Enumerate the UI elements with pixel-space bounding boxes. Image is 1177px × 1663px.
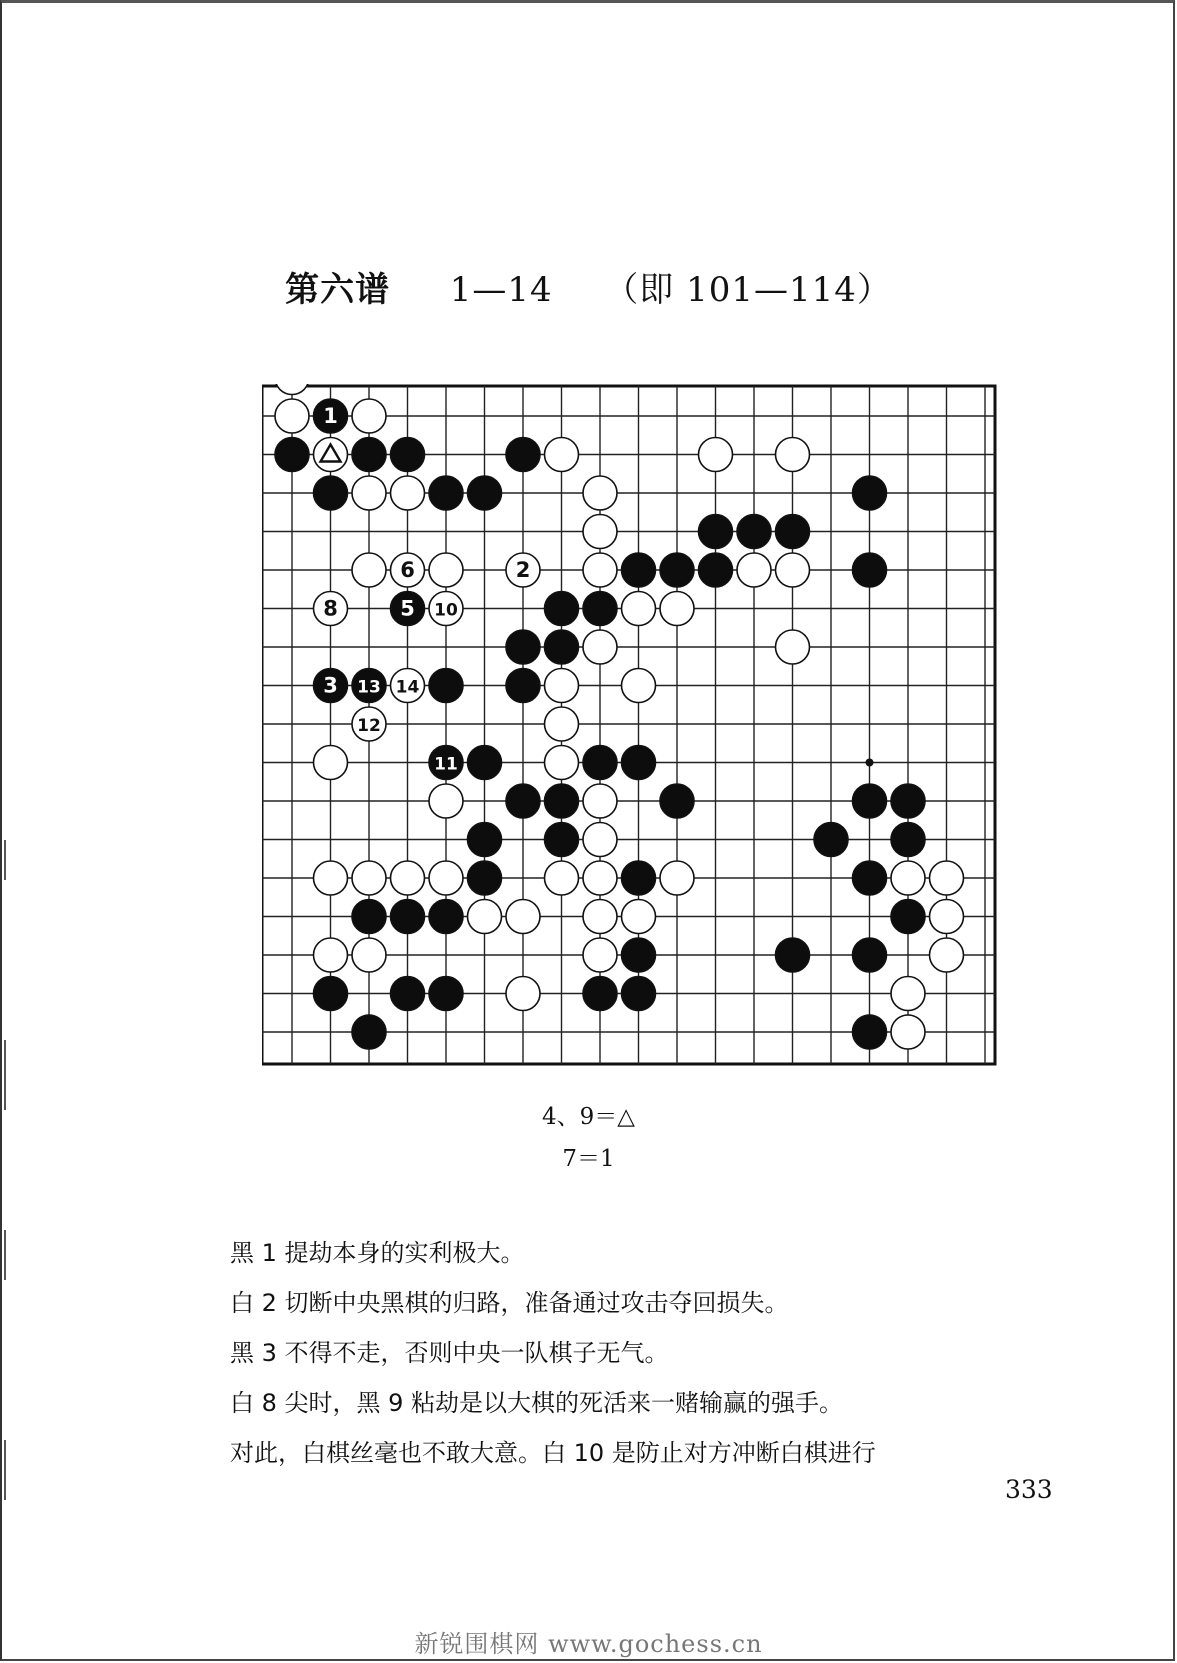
black-stone xyxy=(545,592,579,626)
white-stone xyxy=(314,746,348,780)
move-number: 11 xyxy=(434,754,458,775)
move-number: 2 xyxy=(515,558,531,582)
white-stone xyxy=(352,938,386,972)
black-stone xyxy=(468,823,502,857)
black-stone xyxy=(853,1015,887,1049)
white-stone xyxy=(930,861,964,895)
white-stone xyxy=(545,746,579,780)
white-stone xyxy=(506,977,540,1011)
scan-mark xyxy=(4,840,6,880)
black-stone xyxy=(545,630,579,664)
black-stone xyxy=(352,900,386,934)
white-stone xyxy=(506,900,540,934)
white-stone xyxy=(776,438,810,472)
black-stone xyxy=(506,630,540,664)
move-number: 14 xyxy=(395,677,420,698)
black-stone xyxy=(891,784,925,818)
scan-mark xyxy=(4,1440,6,1500)
white-stone xyxy=(660,592,694,626)
move-number: 3 xyxy=(323,673,338,698)
black-stone xyxy=(660,553,694,587)
white-stone xyxy=(622,592,656,626)
white-stone xyxy=(583,784,617,818)
black-stone xyxy=(391,977,425,1011)
move-number: 12 xyxy=(357,716,381,736)
white-stone xyxy=(622,900,656,934)
black-stone xyxy=(583,746,617,780)
black-stone xyxy=(891,823,925,857)
white-stone xyxy=(583,515,617,549)
star-point xyxy=(866,759,874,767)
black-stone xyxy=(776,938,810,972)
diagram-note-2: 7＝1 xyxy=(562,1146,615,1172)
page-title xyxy=(0,262,1177,311)
white-stone xyxy=(545,861,579,895)
black-stone xyxy=(429,977,463,1011)
scan-mark xyxy=(4,1230,6,1280)
black-stone xyxy=(468,746,502,780)
white-stone xyxy=(275,384,309,395)
title-range: 1—14 xyxy=(449,270,553,310)
black-stone xyxy=(814,823,848,857)
black-stone xyxy=(583,977,617,1011)
white-stone xyxy=(583,823,617,857)
white-stone xyxy=(314,861,348,895)
black-stone xyxy=(352,438,386,472)
title-paren: （即 101—114） xyxy=(604,270,892,310)
black-stone xyxy=(506,669,540,703)
black-stone xyxy=(622,861,656,895)
black-stone xyxy=(622,977,656,1011)
white-stone xyxy=(583,900,617,934)
white-stone xyxy=(352,399,386,433)
black-stone xyxy=(429,476,463,510)
white-stone xyxy=(391,861,425,895)
black-stone xyxy=(506,438,540,472)
white-stone xyxy=(776,630,810,664)
white-stone xyxy=(776,553,810,587)
black-stone xyxy=(853,861,887,895)
white-stone xyxy=(391,476,425,510)
scan-mark xyxy=(4,1040,6,1110)
title-main: 第六谱 xyxy=(285,270,391,310)
black-stone xyxy=(776,515,810,549)
paragraph: 黑 3 不得不走，否则中央一队棋子无气。 xyxy=(230,1339,669,1367)
white-stone xyxy=(545,707,579,741)
commentary-text xyxy=(230,1228,1130,1478)
white-stone xyxy=(429,553,463,587)
black-stone xyxy=(891,900,925,934)
black-stone xyxy=(275,438,309,472)
move-number: 10 xyxy=(434,600,458,621)
move-number: 1 xyxy=(323,404,338,428)
black-stone xyxy=(622,938,656,972)
white-stone xyxy=(660,861,694,895)
white-stone xyxy=(352,861,386,895)
white-stone xyxy=(545,438,579,472)
white-stone xyxy=(583,553,617,587)
paragraph: 白 2 切断中央黑棋的归路，准备通过攻击夺回损失。 xyxy=(230,1289,789,1317)
move-number: 6 xyxy=(400,558,415,582)
black-stone xyxy=(314,476,348,510)
go-board-diagram xyxy=(262,384,1002,1084)
white-stone xyxy=(352,476,386,510)
diagram-note-1: 4、9＝△ xyxy=(542,1104,635,1130)
white-stone xyxy=(891,861,925,895)
white-stone xyxy=(275,399,309,433)
black-stone xyxy=(699,553,733,587)
black-stone xyxy=(853,784,887,818)
black-stone xyxy=(622,746,656,780)
white-stone xyxy=(699,438,733,472)
white-stone xyxy=(930,938,964,972)
black-stone xyxy=(699,515,733,549)
white-stone xyxy=(737,553,771,587)
black-stone xyxy=(660,784,694,818)
move-number: 8 xyxy=(323,596,338,621)
black-stone xyxy=(853,553,887,587)
black-stone xyxy=(545,823,579,857)
white-stone xyxy=(891,1015,925,1049)
black-stone xyxy=(468,861,502,895)
white-stone xyxy=(930,900,964,934)
black-stone xyxy=(622,553,656,587)
black-stone xyxy=(853,476,887,510)
black-stone xyxy=(429,900,463,934)
move-number: 5 xyxy=(400,596,415,621)
black-stone xyxy=(468,476,502,510)
white-stone xyxy=(545,669,579,703)
white-stone xyxy=(429,861,463,895)
black-stone xyxy=(391,900,425,934)
footer-watermark: 新锐围棋网 www.gochess.cn xyxy=(414,1630,763,1658)
black-stone xyxy=(314,977,348,1011)
white-stone xyxy=(583,476,617,510)
black-stone xyxy=(352,1015,386,1049)
black-stone xyxy=(583,592,617,626)
white-stone xyxy=(468,900,502,934)
black-stone xyxy=(853,938,887,972)
black-stone xyxy=(429,669,463,703)
paragraph: 黑 1 提劫本身的实利极大。 xyxy=(230,1239,525,1267)
white-stone xyxy=(352,553,386,587)
paragraph: 对此，白棋丝毫也不敢大意。白 10 是防止对方冲断白棋进行 xyxy=(230,1439,876,1467)
black-stone xyxy=(545,784,579,818)
black-stone xyxy=(737,515,771,549)
white-stone xyxy=(583,630,617,664)
black-stone xyxy=(391,438,425,472)
white-stone xyxy=(583,861,617,895)
move-number: 13 xyxy=(357,677,381,698)
white-stone xyxy=(429,784,463,818)
page-number: 333 xyxy=(1005,1475,1053,1504)
white-stone xyxy=(314,938,348,972)
white-stone xyxy=(622,669,656,703)
black-stone xyxy=(506,784,540,818)
paragraph: 白 8 尖时，黑 9 粘劫是以大棋的死活来一赌输赢的强手。 xyxy=(230,1389,844,1417)
white-stone xyxy=(583,938,617,972)
white-stone xyxy=(891,977,925,1011)
